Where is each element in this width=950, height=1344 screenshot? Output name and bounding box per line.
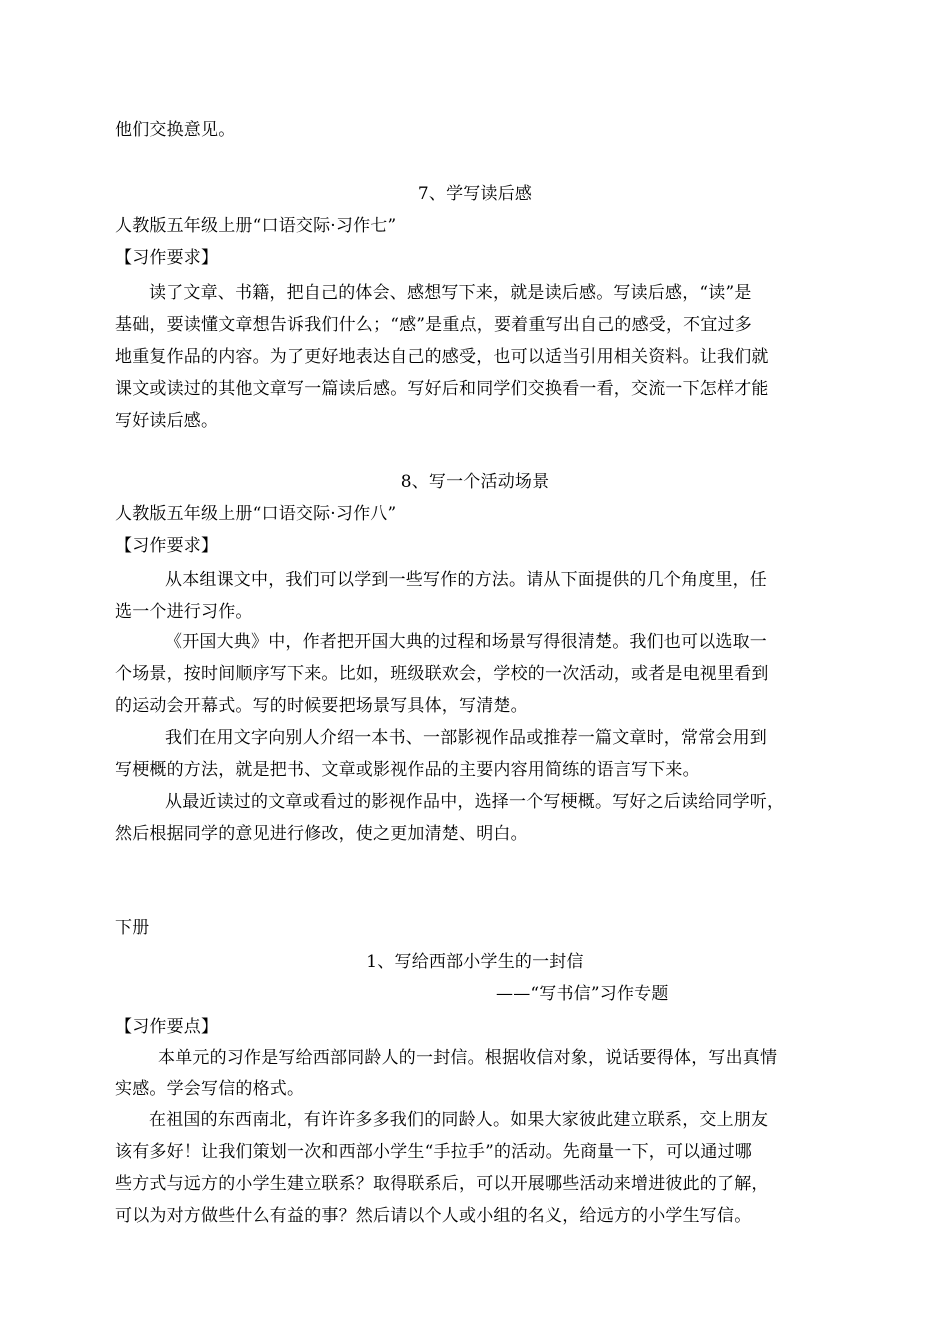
section7-paragraph-line: 地重复作品的内容。为了更好地表达自己的感受，也可以适当引用相关资料。让我们就 <box>115 347 769 367</box>
volume2-paragraph-line: 些方式与远方的小学生建立联系？取得联系后，可以开展哪些活动来增进彼此的了解， <box>115 1174 769 1194</box>
section8-paragraph-line: 从本组课文中，我们可以学到一些写作的方法。请从下面提供的几个角度里，任 <box>165 570 767 590</box>
volume2-paragraph-line: 本单元的习作是写给西部同龄人的一封信。根据收信对象，说话要得体，写出真情 <box>158 1048 778 1068</box>
section7-paragraph-line: 写好读后感。 <box>115 411 219 431</box>
section8-paragraph-line: 的运动会开幕式。写的时候要把场景写具体，写清楚。 <box>115 696 528 716</box>
continuation-text: 他们交换意见。 <box>115 120 236 140</box>
section7-source: 人教版五年级上册“口语交际·习作七” <box>115 216 397 236</box>
section8-requirements-heading: 【习作要求】 <box>115 536 219 556</box>
section8-paragraph-line: 写梗概的方法，就是把书、文章或影视作品的主要内容用简练的语言写下来。 <box>115 760 700 780</box>
section7-paragraph-line: 读了文章、书籍，把自己的体会、感想写下来，就是读后感。写读后感，“读”是 <box>149 283 752 303</box>
volume2-label: 下册 <box>115 918 150 938</box>
volume2-paragraph-line: 实感。学会写信的格式。 <box>115 1079 305 1099</box>
volume2-paragraph-line: 可以为对方做些什么有益的事？然后请以个人或小组的名义，给远方的小学生写信。 <box>115 1206 752 1226</box>
volume2-paragraph-line: 该有多好！让我们策划一次和西部小学生“手拉手”的活动。先商量一下，可以通过哪 <box>115 1142 752 1162</box>
section8-paragraph-line: 我们在用文字向别人介绍一本书、一部影视作品或推荐一篇文章时，常常会用到 <box>165 728 767 748</box>
volume2-paragraph-line: 在祖国的东西南北，有许许多多我们的同龄人。如果大家彼此建立联系，交上朋友 <box>149 1110 769 1130</box>
volume2-title: 1、写给西部小学生的一封信 <box>366 952 584 972</box>
volume2-subtitle: ——“写书信”习作专题 <box>496 984 669 1004</box>
section8-paragraph-line: 《开国大典》中，作者把开国大典的过程和场景写得很清楚。我们也可以选取一 <box>165 632 767 652</box>
section8-title: 8、写一个活动场景 <box>400 472 550 492</box>
volume2-points-heading: 【习作要点】 <box>115 1017 219 1037</box>
section7-paragraph-line: 课文或读过的其他文章写一篇读后感。写好后和同学们交换看一看，交流一下怎样才能 <box>115 379 769 399</box>
section8-source: 人教版五年级上册“口语交际·习作八” <box>115 504 397 524</box>
section7-title: 7、学写读后感 <box>417 184 533 204</box>
section7-paragraph-line: 基础，要读懂文章想告诉我们什么；“感”是重点，要着重写出自己的感受，不宜过多 <box>115 315 752 335</box>
section8-paragraph-line: 选一个进行习作。 <box>115 602 253 622</box>
section8-paragraph-line: 然后根据同学的意见进行修改，使之更加清楚、明白。 <box>115 824 528 844</box>
section8-paragraph-line: 个场景，按时间顺序写下来。比如，班级联欢会，学校的一次活动，或者是电视里看到 <box>115 664 769 684</box>
section7-requirements-heading: 【习作要求】 <box>115 248 219 268</box>
section8-paragraph-line: 从最近读过的文章或看过的影视作品中，选择一个写梗概。写好之后读给同学听， <box>165 792 785 812</box>
